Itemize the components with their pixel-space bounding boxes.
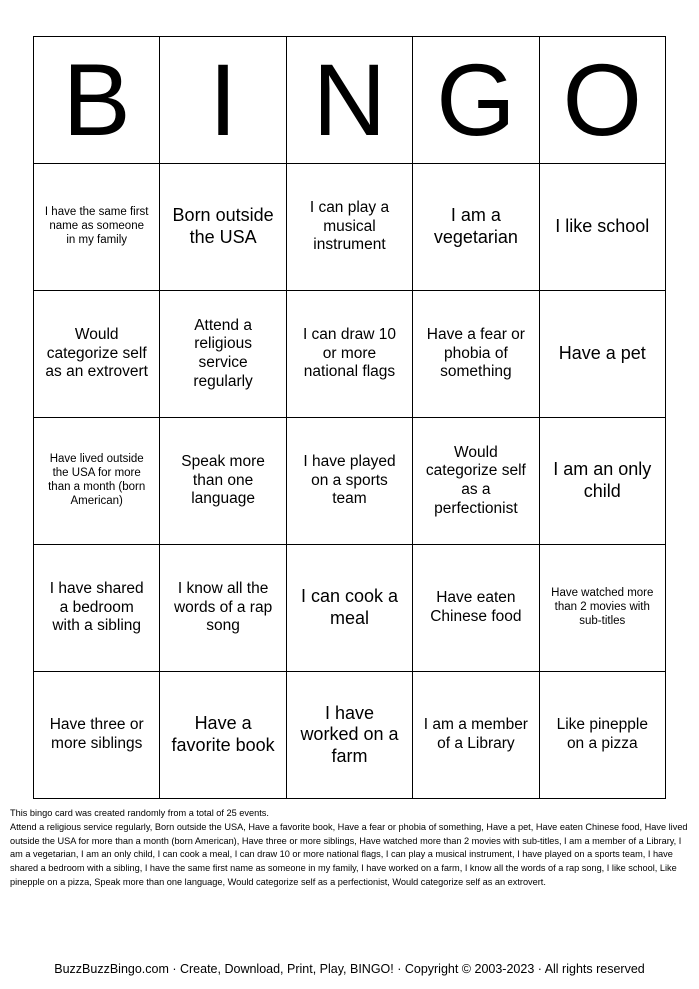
bingo-cell: Speak more than one language — [160, 418, 286, 545]
note-summary: This bingo card was created randomly from a total of 25 events. — [10, 808, 269, 818]
bingo-cell: I can draw 10 or more national flags — [286, 291, 412, 418]
bingo-cell: Would categorize self as a perfectionist — [413, 418, 539, 545]
bingo-header-row — [34, 37, 666, 164]
bingo-cell: Born outside the USA — [160, 164, 286, 291]
bingo-cell: I am a vegetarian — [413, 164, 539, 291]
bingo-cell: I am a member of a Library — [413, 672, 539, 799]
header-letter-n: N — [286, 37, 412, 164]
event-list-note — [10, 807, 690, 890]
bingo-cell: I know all the words of a rap song — [160, 545, 286, 672]
bingo-row-4 — [34, 545, 666, 672]
bingo-cell: Have a fear or phobia of something — [413, 291, 539, 418]
bingo-cell: I have the same first name as someone in my family — [34, 164, 160, 291]
bingo-row-2 — [34, 291, 666, 418]
bingo-row-5 — [34, 672, 666, 799]
bingo-cell: I can cook a meal — [286, 545, 412, 672]
bingo-cell: I can play a musical instrument — [286, 164, 412, 291]
bingo-row-3 — [34, 418, 666, 545]
bingo-cell: I am an only child — [539, 418, 665, 545]
bingo-cell: Have three or more siblings — [34, 672, 160, 799]
bingo-cell: Like pinepple on a pizza — [539, 672, 665, 799]
note-event-list: Attend a religious service regularly, Born outside the USA, Have a favorite book, Have a fear or phobia of something, Have a pet, Have eaten Chinese food, Have lived outside the USA for more than a month (born American), Have three or more siblings, Have watched more than 2 movies with sub-titles, I am a member of a Library, I am a vegetarian, I am an only child, I can cook a meal, I can draw 10 or more national flags, I can play a musical instrument, I have played on a sports team, I have shared a bedroom with a sibling, I have the same first name as someone in my family, I have worked on a farm, I know all the words of a rap song, I like school, Like pinepple on a pizza, Speak more than one language, Would categorize self as a perfectionist, Would categorize self as an extrovert. — [10, 821, 688, 887]
bingo-cell: Have lived outside the USA for more than a month (born American) — [34, 418, 160, 545]
bingo-cell: Have a favorite book — [160, 672, 286, 799]
bingo-cell: I have shared a bedroom with a sibling — [34, 545, 160, 672]
bingo-card — [33, 36, 666, 799]
bingo-cell: I have played on a sports team — [286, 418, 412, 545]
bingo-cell: Have a pet — [539, 291, 665, 418]
copyright-footer: BuzzBuzzBingo.com · Create, Download, Print, Play, BINGO! · Copyright © 2003-2023 · All rights reserved — [54, 962, 645, 976]
header-letter-b: B — [34, 37, 160, 164]
bingo-cell: Have eaten Chinese food — [413, 545, 539, 672]
bingo-cell: Would categorize self as an extrovert — [34, 291, 160, 418]
bingo-row-1 — [34, 164, 666, 291]
header-letter-g: G — [413, 37, 539, 164]
bingo-cell: I like school — [539, 164, 665, 291]
header-letter-i: I — [160, 37, 286, 164]
bingo-cell: I have worked on a farm — [286, 672, 412, 799]
bingo-cell: Attend a religious service regularly — [160, 291, 286, 418]
header-letter-o: O — [539, 37, 665, 164]
bingo-cell: Have watched more than 2 movies with sub-titles — [539, 545, 665, 672]
